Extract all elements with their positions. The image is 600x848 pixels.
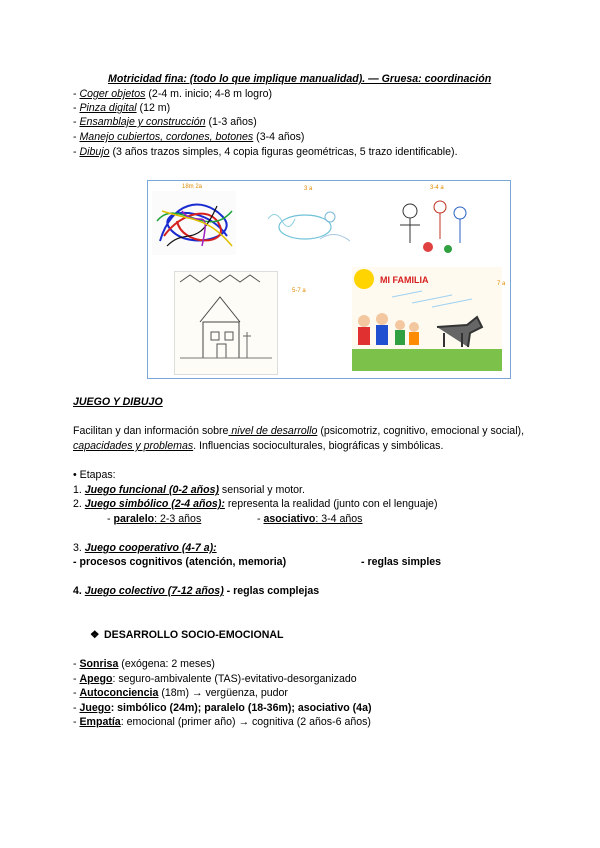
family-caption-art: MI FAMILIA bbox=[380, 275, 429, 285]
list-item: - Empatía: emocional (primer año) → cognitiva (2 años-6 años) bbox=[73, 716, 371, 728]
age-label: 3-4 a bbox=[430, 185, 444, 191]
list-item: - Autoconciencia (18m) → vergüenza, pudor bbox=[73, 687, 288, 699]
etapa-3: 3. Juego cooperativo (4-7 a): bbox=[73, 542, 217, 554]
motricidad-heading: Motricidad fina: (todo lo que implique manualidad). — Gruesa: coordinación bbox=[108, 73, 492, 85]
age-label: 3 a bbox=[304, 186, 313, 192]
children-drawings-figure bbox=[147, 180, 511, 379]
sub-paralelo: - paralelo: 2-3 años bbox=[107, 513, 202, 525]
age-label: 7 a bbox=[497, 281, 506, 287]
paragraph-line: capacidades y problemas. Influencias socioculturales, biográficas y simbólicas. bbox=[73, 440, 444, 452]
list-item: - Juego: simbólico (24m); paralelo (18-36m); asociativo (4a) bbox=[73, 702, 372, 714]
sub-asociativo: - asociativo: 3-4 años bbox=[257, 513, 363, 525]
etapas-label: • Etapas: bbox=[73, 469, 116, 481]
list-item: - Ensamblaje y construcción (1-3 años) bbox=[73, 116, 257, 128]
diamond-bullet-icon: ❖ bbox=[90, 629, 100, 641]
house-drawing bbox=[174, 271, 278, 375]
age-label: 5-7 a bbox=[292, 288, 306, 294]
list-item: - Dibujo (3 años trazos simples, 4 copia figuras geométricas, 5 trazo identificable). bbox=[73, 146, 458, 158]
section-heading: JUEGO Y DIBUJO bbox=[73, 396, 163, 408]
age-label: 18m 2a bbox=[182, 184, 203, 190]
list-item: - Sonrisa (exógena: 2 meses) bbox=[73, 658, 215, 670]
paragraph-line: Facilitan y dan información sobre nivel de desarrollo (psicomotriz, cognitivo, emocional y social), bbox=[73, 425, 525, 437]
etapa-3-line-2: - reglas simples bbox=[361, 556, 442, 568]
list-item: - Pinza digital (12 m) bbox=[73, 102, 171, 114]
list-item: - Coger objetos (2-4 m. inicio; 4-8 m logro) bbox=[73, 88, 273, 100]
family-drawing bbox=[352, 267, 502, 371]
etapa-4: 4. Juego colectivo (7-12 años) - reglas complejas bbox=[73, 585, 320, 597]
people-drawing bbox=[390, 193, 480, 259]
scribble-drawing bbox=[152, 191, 236, 255]
etapa-1: 1. Juego funcional (0-2 años) sensorial y motor. bbox=[73, 484, 305, 496]
list-item: - Manejo cubiertos, cordones, botones (3-4 años) bbox=[73, 131, 305, 143]
circle-drawing bbox=[260, 199, 356, 254]
etapa-2: 2. Juego simbólico (2-4 años): representa la realidad (junto con el lenguaje) bbox=[73, 498, 438, 510]
list-item: - Apego: seguro-ambivalente (TAS)-evitativo-desorganizado bbox=[73, 673, 357, 685]
etapa-3-line-1: - procesos cognitivos (atención, memoria) bbox=[73, 556, 287, 568]
socio-heading: ❖ DESARROLLO SOCIO-EMOCIONAL bbox=[90, 629, 284, 641]
